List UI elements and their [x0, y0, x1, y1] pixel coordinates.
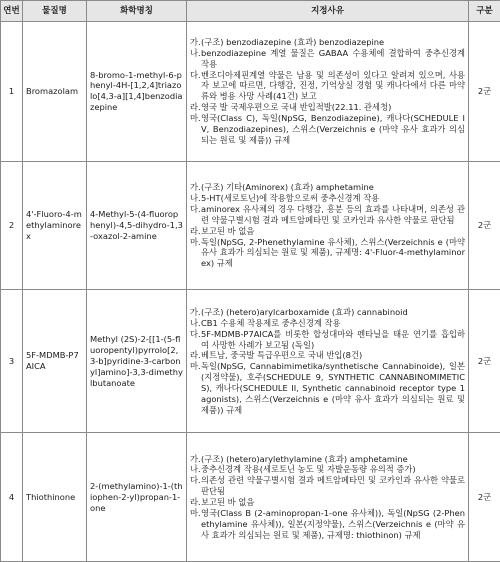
reason-item	[190, 361, 465, 416]
row-number: 2	[1, 161, 23, 290]
reason-item	[190, 508, 465, 541]
reason-text: 중추신경계 작용(세로토닌 농도 및 자발운동량 유의적 증가)	[201, 464, 416, 475]
reason-item	[190, 48, 465, 70]
reason-item	[190, 182, 465, 193]
reason-item	[190, 318, 465, 329]
table-body	[1, 22, 500, 562]
reason-text: 독일(NpSG, 2-Phenethylamine 유사체), 스위스(Verzeichnis e (마약 유사 효과가 의심되는 원료 및 제품), 규제명: 4'-Fluor-4-methylaminorex) 규제	[201, 236, 465, 269]
header-substance-name: 물질명	[23, 1, 87, 22]
reason-label: 가.	[190, 453, 201, 464]
header-designation-reason: 지정사유	[187, 1, 469, 22]
table-row	[1, 290, 500, 433]
reason-item	[190, 329, 465, 351]
reason-item	[190, 193, 465, 204]
row-number: 3	[1, 290, 23, 433]
classification: 2군	[469, 290, 500, 433]
classification: 2군	[469, 161, 500, 290]
reason-label: 가.	[190, 306, 201, 317]
reason-text: 영국(Class C), 독일(NpSG, Benzodiazepine), 캐나다(SCHEDULE IV, Benzodiazepines), 스위스(Verzeichnis e (마약 유사 효과가 의심되는 원료 및 제품)) 규제	[201, 113, 465, 145]
reason-text: 영국 발 국제우편으로 국내 반입적발(22.11. 관세청)	[201, 102, 392, 113]
reason-label: 라.	[190, 350, 201, 361]
reason-label: 라.	[190, 102, 201, 113]
reason-text: 영국(Class B (2-aminopropan-1-one 유사체)), 독일(NpSG (2-Phenethylamine 유사체)), 일본(지정약물), 스위스(Verzeichnis e (마약 유사 효과가 의심되는 원료 및 제품), 규제명: thiothinon) 규제	[201, 508, 465, 540]
reason-text: 보고된 바 없음	[201, 225, 255, 236]
reason-text: 벤조디아제핀계열 약물은 남용 및 의존성이 있다고 알려져 있으며, 사용자 보고에 따르면, 다행감, 진정, 기억상실 경험 및 캐나다에서 다른 마약류와 병용 사망 사례(41건) 보고	[201, 69, 465, 102]
classification: 2군	[469, 433, 500, 562]
reason-item	[190, 307, 465, 318]
header-row	[1, 1, 500, 22]
reason-label: 마.	[190, 361, 201, 372]
reason-item	[190, 70, 465, 103]
row-number: 1	[1, 22, 23, 162]
reason-item	[190, 475, 465, 497]
reason-label: 다.	[190, 328, 201, 339]
reason-label: 나.	[190, 317, 201, 328]
substance-name: 5F-MDMB-P7AICA	[23, 290, 87, 433]
table-row	[1, 22, 500, 162]
reason-item	[190, 454, 465, 465]
chemical-name: 4-Methyl-5-(4-fluorophenyl)-4,5-dihydro-1,3-oxazol-2-amine	[87, 161, 187, 290]
reason-item	[190, 497, 465, 508]
reason-text: 5F-MDMB-P7AICA를 비롯한 합성대마와 펜타닐을 태운 연기를 흡입하여 사망한 사례가 보고됨 (독일)	[201, 328, 465, 350]
reason-label: 나.	[190, 192, 201, 203]
reason-item	[190, 237, 465, 270]
reason-label: 마.	[190, 508, 201, 519]
table-row	[1, 161, 500, 290]
header-classification: 구분	[469, 1, 500, 22]
substance-name: Thiothinone	[23, 433, 87, 562]
reason-text: CB1 수용체 작용제로 중추신경계 작용	[201, 317, 341, 328]
classification: 2군	[469, 22, 500, 162]
reason-text: 독일(NpSG, Cannabimimetika/synthetische Cannabinoide), 일본(지정약물), 호주(SCHEDULE 9, SYNTHETIC CANNABINOMIMETICS), 캐나다(SCHEDULE II, Synthetic cannabinoid receptor type 1 agonists), 스위스(Verzeichnis e (마약 유사 효과가 의심되는 원료 및 제품)) 규제	[201, 361, 465, 415]
row-number: 4	[1, 433, 23, 562]
reason-text: (구조) (hetero)arylcarboxamide (효과) cannabinoid	[201, 306, 408, 317]
reason-label: 나.	[190, 464, 201, 475]
reason-text: benzodiazepine 계열 물질은 GABAA 수용체에 결합하여 중추신경계 작용	[201, 47, 465, 69]
reason-text: aminorex 유사체의 경우 다행감, 흥분 등의 효과를 나타내며, 의존성 관련 약물구별시험 결과 메트암페타민 및 코카인과 유사한 약물로 판단됨	[201, 203, 465, 225]
table-row	[1, 433, 500, 562]
chemical-name: Methyl (2S)-2-[[1-(5-fluoropentyl)pyrrolo[2,3-b]pyridine-3-carbonyl]amino]-3,3-dimethylbutanoate	[87, 290, 187, 433]
reason-text: (구조) 기타(Aminorex) (효과) amphetamine	[201, 181, 374, 192]
designation-reason	[187, 22, 469, 162]
designation-reason	[187, 290, 469, 433]
reason-text: (구조) (hetero)arylethylamine (효과) amphetamine	[201, 453, 408, 464]
header-no: 연번	[1, 1, 23, 22]
reason-label: 가.	[190, 36, 201, 47]
designation-reason	[187, 161, 469, 290]
reason-label: 라.	[190, 225, 201, 236]
reason-item	[190, 204, 465, 226]
reason-item	[190, 464, 465, 475]
reason-label: 가.	[190, 181, 201, 192]
reason-label: 마.	[190, 113, 201, 124]
reason-text: (구조) benzodiazepine (효과) benzodiazepine	[201, 36, 385, 47]
reason-item	[190, 102, 465, 113]
reason-label: 다.	[190, 475, 201, 486]
reason-text: 의존성 관련 약물구별시험 결과 메트암페타민 및 코카인과 유사한 약물로 판단됨	[201, 475, 465, 497]
reason-text: 베트남, 중국발 특급우편으로 국내 반입(8건)	[201, 350, 363, 361]
reason-item	[190, 113, 465, 146]
designation-reason	[187, 433, 469, 562]
reason-item	[190, 350, 465, 361]
reason-item	[190, 226, 465, 237]
reason-label: 다.	[190, 203, 201, 214]
substance-name: 4'-Fluoro-4-methylaminorex	[23, 161, 87, 290]
reason-label: 마.	[190, 236, 201, 247]
chemical-name: 8-bromo-1-methyl-6-phenyl-4H-[1,2,4]triazolo[4,3-a][1,4]benzodiazepine	[87, 22, 187, 162]
reason-label: 다.	[190, 69, 201, 80]
substance-name: Bromazolam	[23, 22, 87, 162]
reason-text: 보고된 바 없음	[201, 497, 255, 508]
reason-text: 5-HT(세로토닌)에 작용함으로써 중추신경계 작용	[201, 192, 380, 203]
reason-label: 나.	[190, 47, 201, 58]
header-chemical-name: 화학명칭	[87, 1, 187, 22]
chemical-name: 2-(methylamino)-1-(thiophen-2-yl)propan-1-one	[87, 433, 187, 562]
reason-label: 라.	[190, 497, 201, 508]
reason-item	[190, 37, 465, 48]
